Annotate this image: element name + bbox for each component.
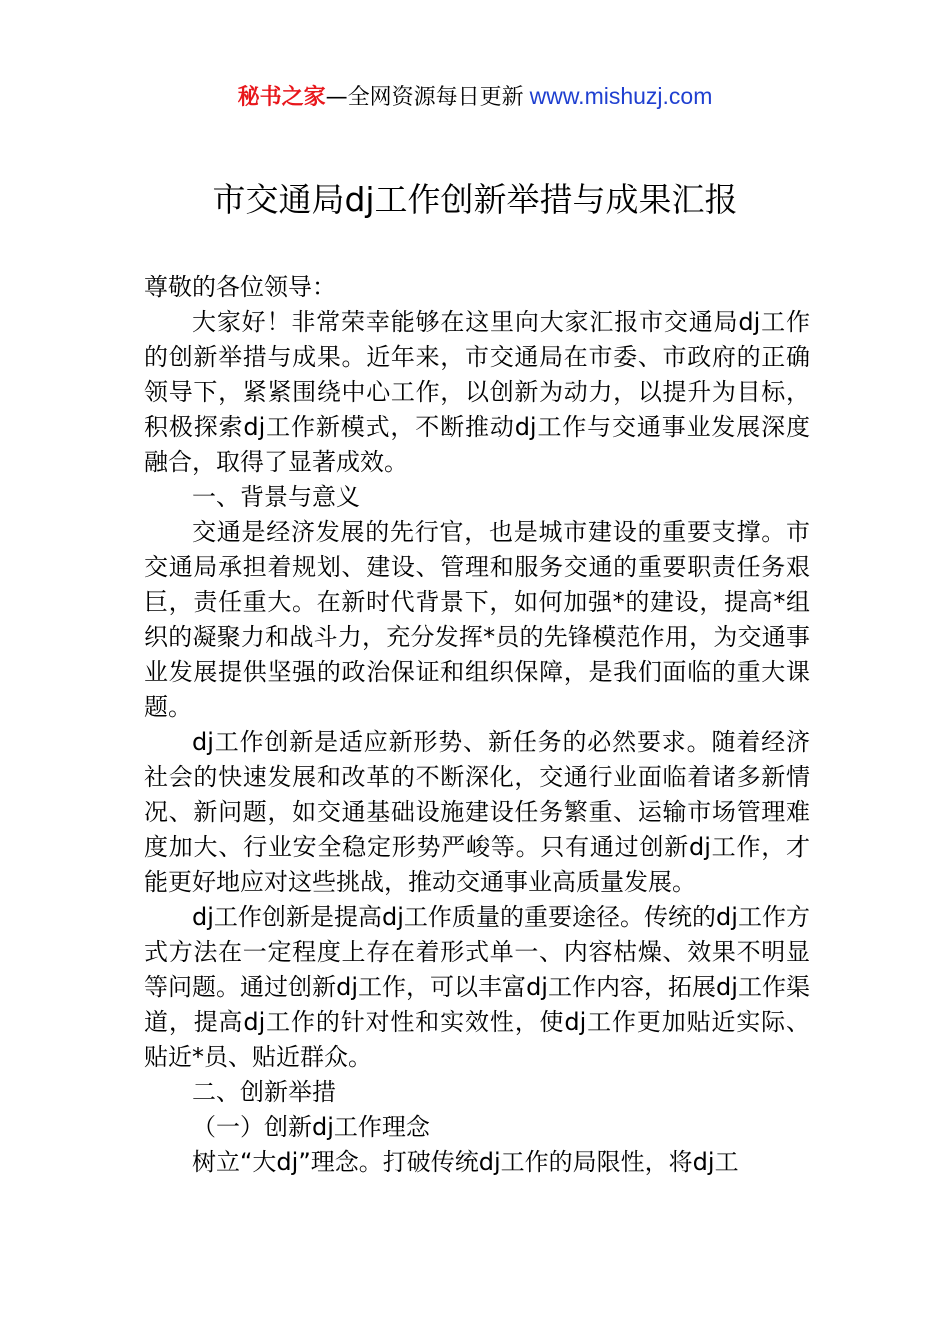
document-body (144, 270, 810, 1180)
salutation: 尊敬的各位领导： (144, 273, 336, 301)
header-brand: 秘书之家 (237, 85, 326, 110)
paragraph: dj工作创新是提高dj工作质量的重要途径。传统的dj工作方式方法在一定程度上存在着形式单一、内容枯燥、效果不明显等问题。通过创新dj工作，可以丰富dj工作内容，拓展dj工作渠道，提高dj工作的针对性和实效性，使dj工作更加贴近实际、贴近*员、贴近群众。 (144, 903, 810, 1071)
paragraph: 交通是经济发展的先行官，也是城市建设的重要支撑。市交通局承担着规划、建设、管理和服务交通的重要职责任务艰巨，责任重大。在新时代背景下，如何加强*的建设，提高*组织的凝聚力和战斗力，充分发挥*员的先锋模范作用，为交通事业发展提供坚强的政治保证和组织保障，是我们面临的重大课题。 (144, 518, 810, 721)
subsection-heading-concept: （一）创新dj工作理念 (192, 1113, 430, 1141)
document-title: 市交通局dj工作创新举措与成果汇报 (212, 180, 738, 219)
page-header (0, 80, 950, 114)
header-url-link[interactable]: www.mishuzj.com (529, 83, 713, 109)
section-heading-measures: 二、创新举措 (192, 1078, 336, 1106)
paragraph: 树立“大dj”理念。打破传统dj工作的局限性，将dj工 (192, 1148, 739, 1176)
section-heading-background: 一、背景与意义 (192, 483, 360, 511)
intro-paragraph: 大家好！非常荣幸能够在这里向大家汇报市交通局dj工作的创新举措与成果。近年来，市交通局在市委、市政府的正确领导下，紧紧围绕中心工作，以创新为动力，以提升为目标，积极探索dj工作新模式，不断推动dj工作与交通事业发展深度融合，取得了显著成效。 (144, 308, 810, 476)
header-tagline: —全网资源每日更新 (325, 85, 524, 110)
paragraph: dj工作创新是适应新形势、新任务的必然要求。随着经济社会的快速发展和改革的不断深化，交通行业面临着诸多新情况、新问题，如交通基础设施建设任务繁重、运输市场管理难度加大、行业安全稳定形势严峻等。只有通过创新dj工作，才能更好地应对这些挑战，推动交通事业高质量发展。 (144, 728, 810, 896)
